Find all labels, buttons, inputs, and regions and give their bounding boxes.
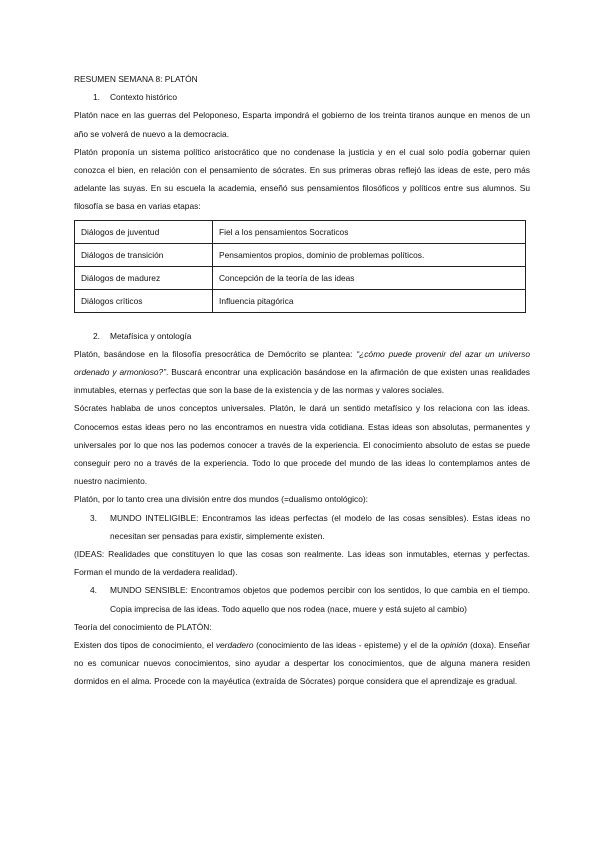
list-item-mundo-sensible <box>74 581 530 617</box>
table-row <box>75 243 526 266</box>
paragraph <box>74 636 530 691</box>
table-cell-desc: Pensamientos propios, dominio de problemas políticos. <box>213 243 526 266</box>
paragraph: Platón nace en las guerras del Peloponeso, Esparta impondrá el gobierno de los treinta tiranos aunque en menos de un año se volverá de nuevo a la democracia. <box>74 110 530 139</box>
table-row <box>75 289 526 312</box>
list-number: 4. <box>90 585 97 596</box>
table-cell-desc: Fiel a los pensamientos Socraticos <box>213 220 526 243</box>
section-number: 1. <box>93 92 100 103</box>
section-number: 2. <box>93 330 100 341</box>
list-text: MUNDO INTELIGIBLE: Encontramos las ideas perfectas (el modelo de las cosas sensibles). Estas ideas no necesitan ser pensadas para existir, simplemente existen. <box>110 512 530 541</box>
dialogs-table <box>74 220 526 313</box>
paragraph: Sócrates hablaba de unos conceptos universales. Platón, le dará un sentido metafísico y los relaciona con las ideas. Conocemos estas ideas pero no las encontramos en nuestra vida cotidiana. Estas ideas son absolutas, permanentes y universales por lo que nos las podemos conocer a través de la experiencia. El conocimiento absoluto de estas se puede conseguir pero no a través de la experiencia. Todo lo que procede del mundo de las ideas lo contemplamos antes de nuestro nacimiento. <box>74 403 530 487</box>
paragraph: Platón, por lo tanto crea una división entre dos mundos (=dualismo ontológico): <box>74 494 368 505</box>
document-page <box>74 70 530 691</box>
list-number: 3. <box>90 512 97 523</box>
table-cell-desc: Concepción de la teoría de las ideas <box>213 266 526 289</box>
table-row <box>75 220 526 243</box>
paragraph-text: . Buscará encontrar una explicación basándose en la afirmación de que existen unas realidades inmutables, eternas y perfectas que son la base de la existencia y de las normas y valores sociales. <box>74 367 530 396</box>
section-title: Contexto histórico <box>110 92 178 103</box>
paragraph-text: Platón, basándose en la filosofía presocrática de Demócrito se plantea: <box>74 348 357 359</box>
theory-heading: Teoría del conocimiento de PLATÓN: <box>74 621 212 632</box>
table-cell-stage: Diálogos críticos <box>75 289 213 312</box>
list-text: MUNDO SENSIBLE: Encontramos objetos que podemos percibir con los sentidos, lo que cambia en el tiempo. Copia imprecisa de las ideas. Todo aquello que nos rodea (nace, muere y está sujeto al cambio) <box>110 585 530 614</box>
table-cell-stage: Diálogos de transición <box>75 243 213 266</box>
paragraph-text: (doxa). Enseñar no es comunicar nuevos conocimientos, sino ayudar a despertar los conocimientos, que de alguna manera residen dormidos en el alma. Procede con la mayéutica (extraída de Sócrates) porque considera que el aprendizaje es gradual. <box>74 640 530 687</box>
quote-text: “¿cómo puede provenir del azar un universo ordenado y armonioso?” <box>74 348 530 378</box>
paragraph: Platón proponía un sistema político aristocrático que no condenase la justicia y en el cual solo podía gobernar quien conozca el bien, en relación con el pensamiento de sócrates. En sus primeras obras reflejó las ideas de este, pero más adelante las suyas. En su escuela la academia, enseñó sus pensamientos filosóficos y políticos entre sus alumnos. Su filosofía se basa en varias etapas: <box>74 146 530 212</box>
table-row <box>75 266 526 289</box>
paragraph-text: Existen dos tipos de conocimiento, el <box>74 640 216 651</box>
table-cell-stage: Diálogos de madurez <box>75 266 213 289</box>
table-cell-desc: Influencia pitagórica <box>213 289 526 312</box>
emphasis-text: opinión <box>440 640 468 651</box>
paragraph-ideas-note: (IDEAS: Realidades que constituyen lo que las cosas son realmente. Las ideas son inmutables, eternas y perfectas. Forman el mundo de la verdadera realidad). <box>74 549 530 578</box>
list-item-mundo-inteligible <box>74 509 530 545</box>
section-title: Metafísica y ontología <box>110 330 192 341</box>
paragraph <box>74 345 530 400</box>
emphasis-text: verdadero <box>215 640 254 651</box>
document-title: RESUMEN SEMANA 8: PLATÓN <box>74 74 198 84</box>
paragraph-text: (conocimiento de las ideas - episteme) y el de la <box>253 640 441 651</box>
section-heading-metafisica <box>74 327 530 345</box>
table-cell-stage: Diálogos de juventud <box>75 220 213 243</box>
section-heading-contexto <box>74 88 530 106</box>
